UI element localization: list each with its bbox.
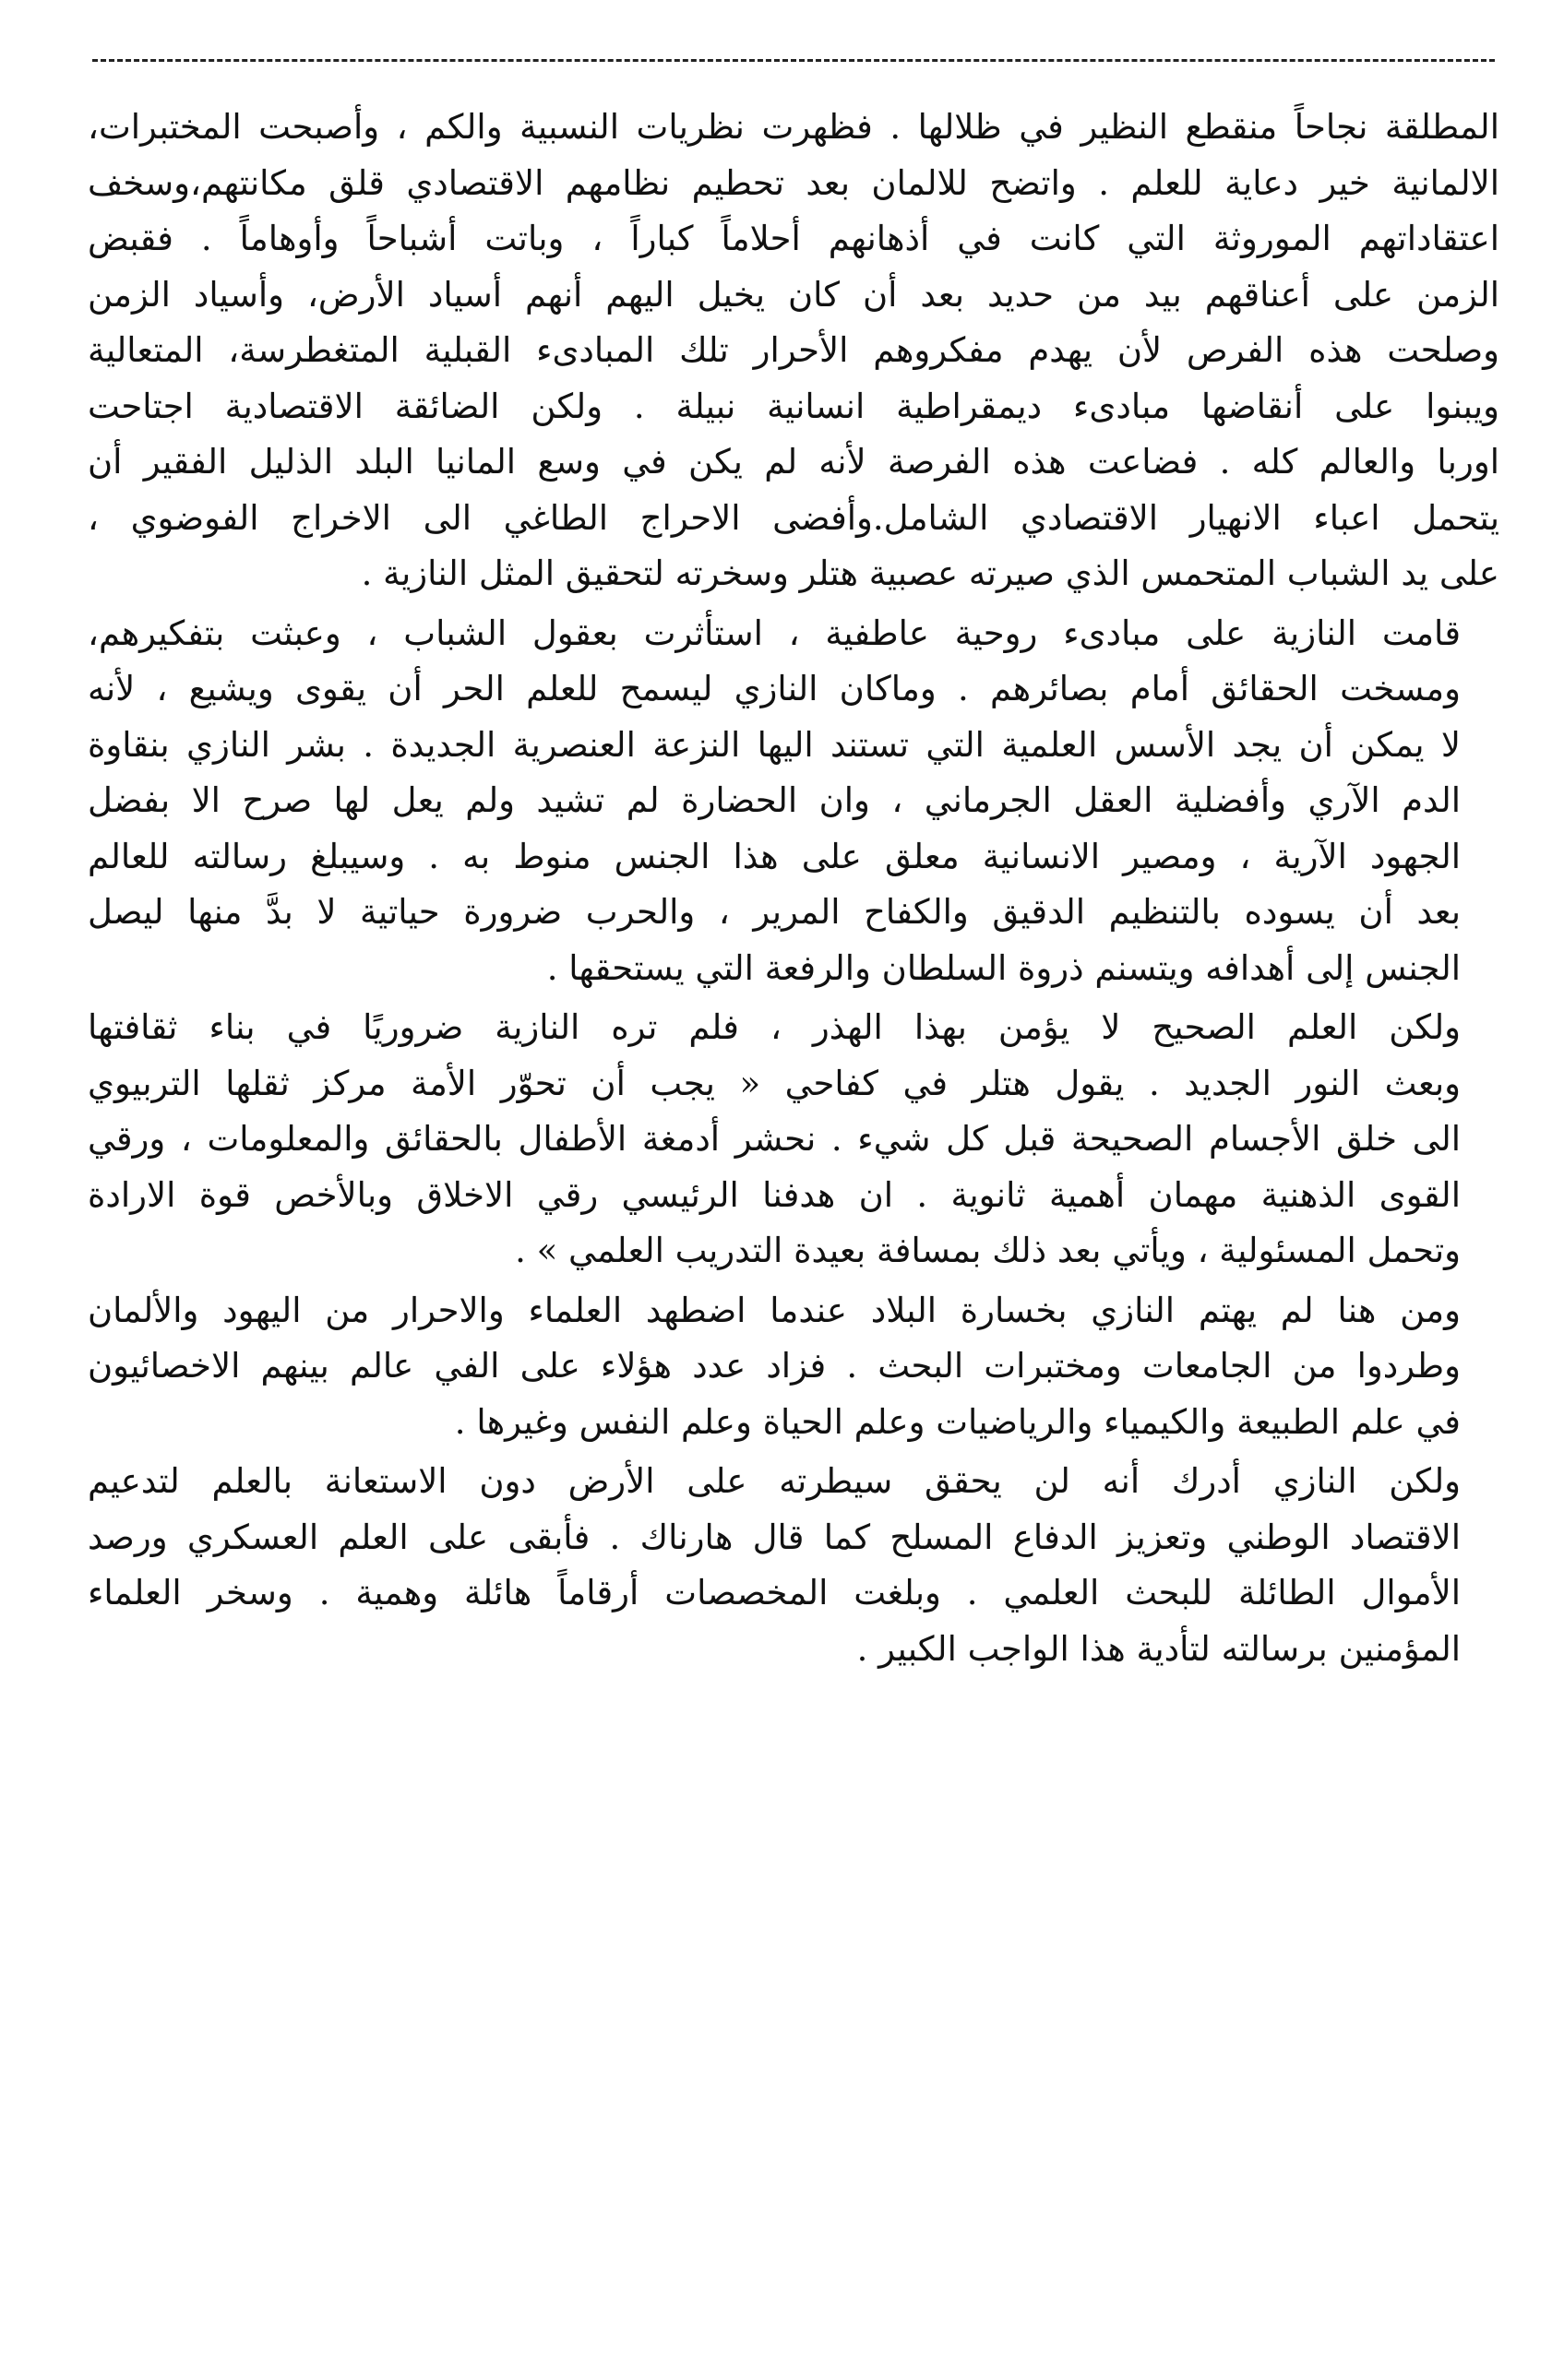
text-line: في علم الطبيعة والكيمياء والرياضيات وعلم الحياة وعلم النفس وغيرها . <box>454 1401 1461 1442</box>
text-line: اوربا والعالم كله . فضاعت هذه الفرصة لأنه لم يكن في وسع المانيا البلد الذليل الفقير أن <box>88 442 1499 482</box>
text-line: الدم الآري وأفضلية العقل الجرماني ، وان الحضارة لم تشيد ولم يعل لها صرح الا بفضل <box>88 780 1461 820</box>
text-line: ومن هنا لم يهتم النازي بخسارة البلاد عندما اضطهد العلماء والاحرار من اليهود والألمان <box>88 1290 1461 1330</box>
text-line: وصلحت هذه الفرص لأن يهدم مفكروهم الأحرار تلك المبادىء القبلية المتغطرسة، المتعالية <box>88 330 1499 370</box>
text-line: وتحمل المسئولية ، ويأتي بعد ذلك بمسافة بعيدة التدريب العلمي » . <box>515 1231 1461 1270</box>
paragraph-5 <box>88 1454 1499 1677</box>
body-text <box>88 100 1499 1681</box>
paragraph-4 <box>88 1283 1499 1451</box>
text-line: قامت النازية على مبادىء روحية عاطفية ، استأثرت بعقول الشباب ، وعبثت بتفكيرهم، <box>88 613 1461 653</box>
text-line: الاقتصاد الوطني وتعزيز الدفاع المسلح كما قال هارناك . فأبقى على العلم العسكري ورصد <box>88 1517 1461 1557</box>
text-line: الزمن على أعناقهم بيد من حديد بعد أن كان يخيل اليهم أنهم أسياد الأرض، وأسياد الزمن <box>88 274 1499 315</box>
text-line: الالمانية خير دعاية للعلم . واتضح للالمان بعد تحطيم نظامهم الاقتصادي قلق مكانتهم،وسخف <box>88 162 1499 203</box>
text-line: الى خلق الأجسام الصحيحة قبل كل شيء . نحشر أدمغة الأطفال بالحقائق والمعلومات ، ورقي <box>88 1119 1461 1159</box>
paragraph-3 <box>88 1000 1499 1279</box>
text-line: ولكن النازي أدرك أنه لن يحقق سيطرته على الأرض دون الاستعانة بالعلم لتدعيم <box>88 1461 1461 1501</box>
text-line: على يد الشباب المتحمس الذي صيرته عصبية هتلر وسخرته لتحقيق المثل النازية . <box>361 553 1499 593</box>
text-line: الأموال الطائلة للبحث العلمي . وبلغت المخصصات أرقاماً هائلة وهمية . وسخر العلماء <box>88 1573 1461 1612</box>
text-line: وبعث النور الجديد . يقول هتلر في كفاحي « يجب أن تحوّر الأمة مركز ثقلها التربيوي <box>88 1063 1461 1103</box>
text-line: ويبنوا على أنقاضها مبادىء ديمقراطية انسانية نبيلة . ولكن الضائقة الاقتصادية اجتاحت <box>88 386 1499 426</box>
paragraph-1 <box>88 100 1499 602</box>
text-line: يتحمل اعباء الانهيار الاقتصادي الشامل.وأفضى الاحراج الطاغي الى الاخراج الفوضوي ، <box>88 497 1499 538</box>
text-line: اعتقاداتهم الموروثة التي كانت في أذهانهم أحلاماً كباراً ، وباتت أشباحاً وأوهاماً . فقبض <box>88 219 1499 258</box>
text-line: ولكن العلم الصحيح لا يؤمن بهذا الهذر ، فلم تره النازية ضروريًا في بناء ثقافتها <box>88 1007 1461 1047</box>
text-line: الجنس إلى أهدافه ويتسنم ذروة السلطان والرفعة التي يستحقها . <box>546 947 1461 988</box>
text-line: الجهود الآرية ، ومصير الانسانية معلق على هذا الجنس منوط به . وسيبلغ رسالته للعالم <box>88 836 1461 876</box>
text-line: ومسخت الحقائق أمام بصائرهم . وماكان النازي ليسمح للعلم الحر أن يقوى ويشيع ، لأنه <box>88 669 1461 708</box>
text-line: لا يمكن أن يجد الأسس العلمية التي تستند اليها النزعة العنصرية الجديدة . بشر النازي بنقاوة <box>88 724 1461 765</box>
top-rule <box>92 59 1495 62</box>
text-line: القوى الذهنية مهمان أهمية ثانوية . ان هدفنا الرئيسي رقي الاخلاق وبالأخص قوة الارادة <box>88 1174 1461 1215</box>
paragraph-2 <box>88 606 1499 997</box>
text-line: المؤمنين برسالته لتأدية هذا الواجب الكبير . <box>856 1628 1461 1669</box>
text-line: بعد أن يسوده بالتنظيم الدقيق والكفاح المرير ، والحرب ضرورة حياتية لا بدَّ منها ليصل <box>88 892 1461 932</box>
text-line: المطلقة نجاحاً منقطع النظير في ظلالها . فظهرت نظريات النسبية والكم ، وأصبحت المختبرات، <box>88 107 1499 147</box>
text-line: وطردوا من الجامعات ومختبرات البحث . فزاد عدد هؤلاء على الفي عالم بينهم الاخصائيون <box>88 1346 1461 1386</box>
